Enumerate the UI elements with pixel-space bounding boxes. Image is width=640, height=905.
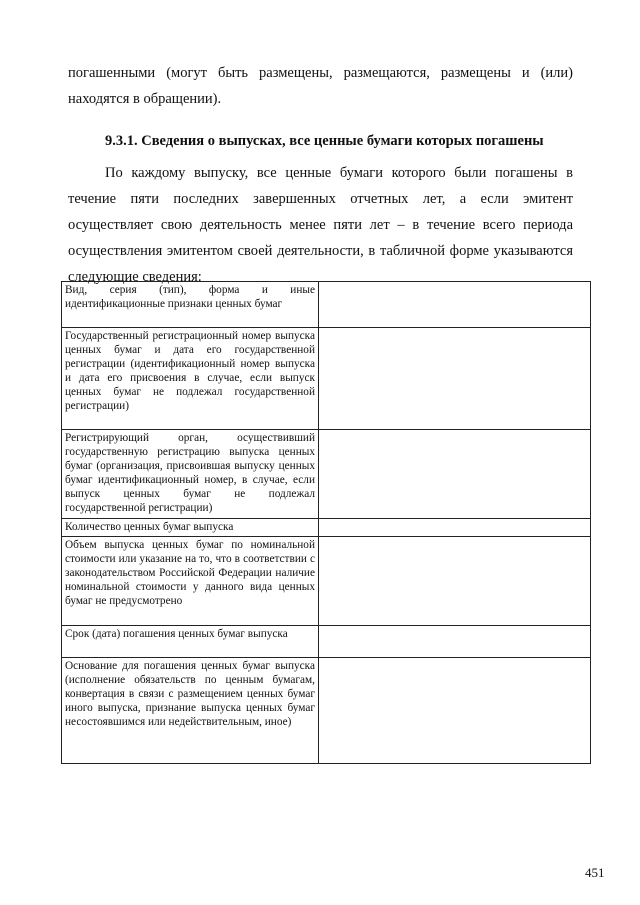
table-row <box>62 519 591 537</box>
body-paragraph: По каждому выпуску, все ценные бумаги которого были погашены в течение пяти последних завершенных отчетных лет, а если эмитент осуществляет свою деятельность менее пяти лет – в течение всего периода осуществления эмитентом своей деятельности, в табличной форме указываются следующие сведения: <box>68 165 573 285</box>
table-row <box>62 328 591 430</box>
page-number: 451 <box>585 865 605 880</box>
row-value-cell <box>319 519 591 537</box>
section-heading: 9.3.1. Сведения о выпусках, все ценные бумаги которых погашены <box>105 133 544 149</box>
row-label-registration-number: Государственный регистрационный номер выпуска ценных бумаг и дата его государственной регистрации (идентификационный номер выпуска и дата его присвоения в случае, если выпуск ценных бумаг не подлежал государственной регистрации) <box>62 328 319 430</box>
issue-info-table <box>61 281 591 764</box>
row-label-redemption-basis: Основание для погашения ценных бумаг выпуска (исполнение обязательств по ценным бумагам, конвертация в связи с размещением ценных бумаг иного выпуска, признание выпуска ценных бумаг несостоявшимся или недействительным, иное) <box>62 658 319 764</box>
table-row <box>62 658 591 764</box>
row-value-cell <box>319 658 591 764</box>
intro-paragraph: погашенными (могут быть размещены, размещаются, размещены и (или) находятся в обращении). <box>68 65 573 107</box>
row-value-cell <box>319 626 591 658</box>
row-value-cell <box>319 430 591 519</box>
row-value-cell <box>319 282 591 328</box>
row-label-security-type: Вид, серия (тип), форма и иные идентификационные признаки ценных бумаг <box>62 282 319 328</box>
row-value-cell <box>319 537 591 626</box>
table-row <box>62 626 591 658</box>
table-row <box>62 430 591 519</box>
row-value-cell <box>319 328 591 430</box>
row-label-maturity-date: Срок (дата) погашения ценных бумаг выпуска <box>62 626 319 658</box>
row-label-issue-volume: Объем выпуска ценных бумаг по номинальной стоимости или указание на то, что в соответствии с законодательством Российской Федерации наличие номинальной стоимости у данного вида ценных бумаг не предусмотрено <box>62 537 319 626</box>
row-label-registering-authority: Регистрирующий орган, осуществивший государственную регистрацию выпуска ценных бумаг (организация, присвоившая выпуску ценных бумаг идентификационный номер, в случае, если выпуск ценных бумаг не подлежал государственной регистрации) <box>62 430 319 519</box>
row-label-quantity: Количество ценных бумаг выпуска <box>62 519 319 537</box>
table-row <box>62 537 591 626</box>
table-row <box>62 282 591 328</box>
